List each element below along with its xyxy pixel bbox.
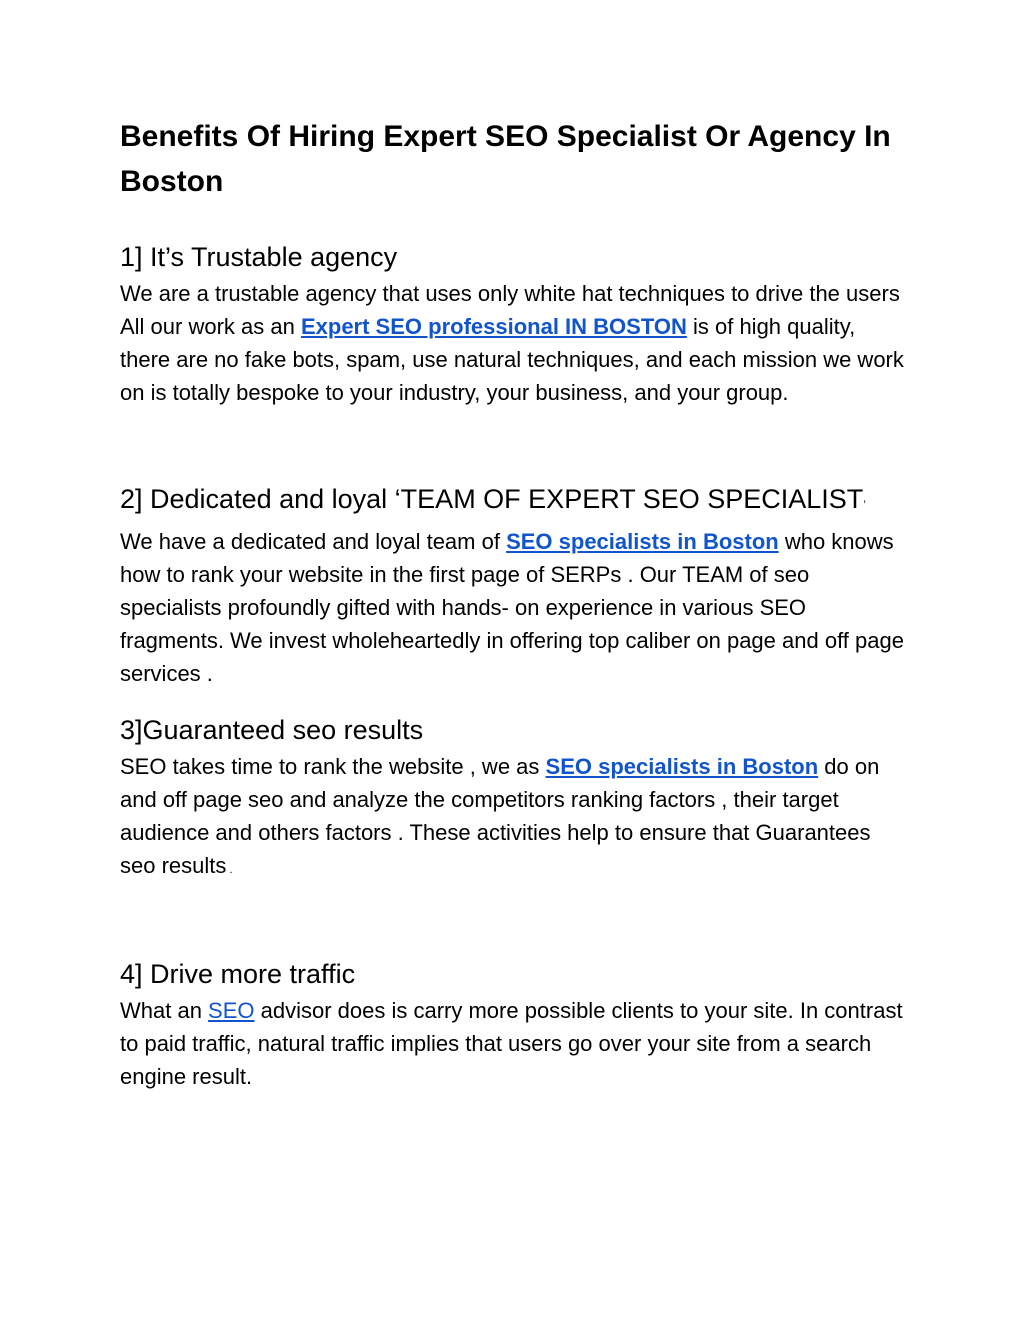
section-paragraph bbox=[120, 277, 910, 409]
paragraph-text: What an bbox=[120, 998, 209, 1023]
section-heading-text: 2] Dedicated and loyal ‘TEAM OF EXPERT SEO SPECIALIST bbox=[120, 484, 864, 514]
section-guaranteed-results bbox=[120, 710, 910, 887]
seo-specialists-boston-link[interactable]: SEO specialists in Boston bbox=[545, 754, 819, 779]
section-paragraph bbox=[120, 525, 910, 690]
section-heading bbox=[120, 479, 910, 525]
paragraph-tail: . bbox=[226, 864, 233, 876]
paragraph-text: do on and off page seo and analyze the competitors ranking factors , their target audience and others factors . These activities help to ensure that Guarantees seo results bbox=[120, 754, 880, 878]
section-dedicated-team bbox=[120, 479, 910, 690]
section-heading: 4] Drive more traffic bbox=[120, 959, 356, 989]
section-heading: 3]Guaranteed seo results bbox=[120, 715, 424, 745]
paragraph-text: We are a trustable agency that uses only white hat techniques to drive the users All our work as an bbox=[120, 281, 900, 339]
paragraph-text: advisor does is carry more possible clients to your site. In contrast to paid traffic, natural traffic implies that users go over your site from a search engine result. bbox=[120, 998, 903, 1089]
document-page bbox=[120, 114, 910, 1093]
paragraph-text: who knows how to rank your website in the first page of SERPs . Our TEAM of seo specialists profoundly gifted with hands- on experience in various SEO fragments. We invest wholeheartedly in offering top caliber on page and off page services . bbox=[120, 529, 904, 686]
document-title: Benefits Of Hiring Expert SEO Specialist Or Agency In Boston bbox=[120, 120, 891, 198]
paragraph-text: SEO takes time to rank the website , we as bbox=[120, 754, 546, 779]
section-paragraph bbox=[120, 994, 910, 1093]
section-heading: 1] It’s Trustable agency bbox=[120, 242, 398, 272]
paragraph-text: is of high quality, there are no fake bots, spam, use natural techniques, and each mission we work on is totally bespoke to your industry, your business, and your group. bbox=[120, 314, 904, 405]
seo-link[interactable]: SEO bbox=[208, 998, 255, 1023]
section-drive-traffic bbox=[120, 954, 910, 1093]
section-paragraph bbox=[120, 750, 910, 887]
section-trustable-agency bbox=[120, 237, 910, 409]
paragraph-text: We have a dedicated and loyal team of bbox=[120, 529, 507, 554]
expert-seo-professional-link[interactable]: Expert SEO professional IN BOSTON bbox=[300, 314, 687, 339]
seo-specialists-boston-link[interactable]: SEO specialists in Boston bbox=[506, 529, 779, 554]
heading-quote-mark: ’ bbox=[863, 499, 866, 511]
